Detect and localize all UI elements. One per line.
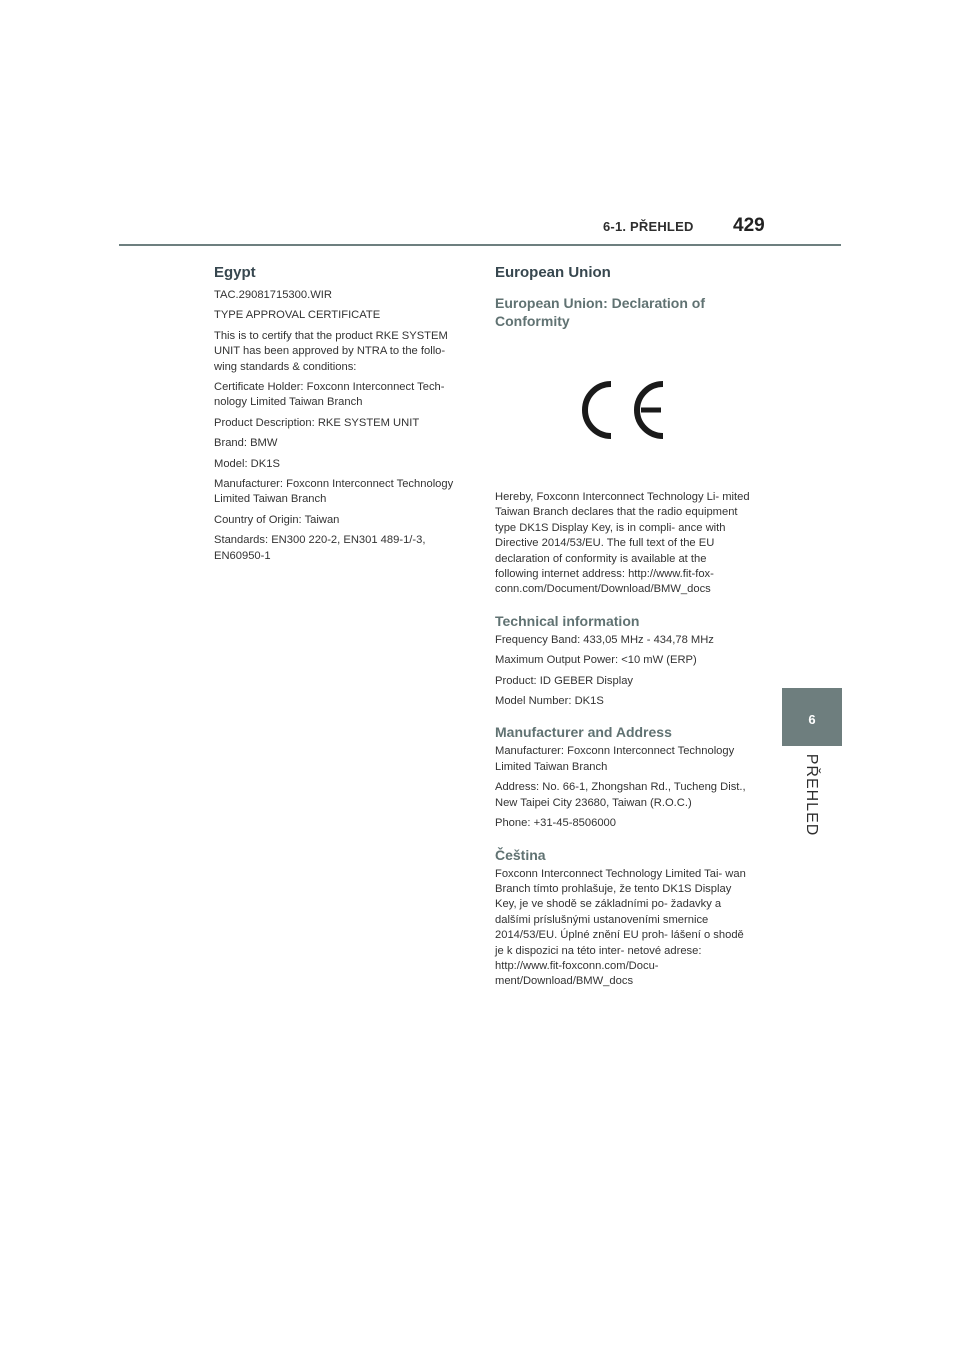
header-rule — [119, 244, 841, 246]
right-column — [495, 263, 751, 990]
declaration-text: Hereby, Foxconn Interconnect Technology Li- mited Taiwan Branch declares that the radio equipment type DK1S Display Key, is in compli- ance with Directive 2014/53/EU. The full text of the EU declaration of conformity is available at the following internet address: http://www.fit-fox- conn.com/Document/Download/BMW_docs — [495, 491, 750, 596]
manufacturer-heading: Manufacturer and Address — [495, 724, 672, 741]
manufacturer-name: Manufacturer: Foxconn Interconnect Technology Limited Taiwan Branch — [495, 745, 735, 773]
chapter-side-label: PŘEHLED — [803, 753, 820, 837]
certify-text: This is to certify that the product RKE SYSTEM UNIT has been approved by NTRA to the follo- wing standards & conditions: — [214, 329, 448, 373]
czech-heading: Čeština — [495, 846, 546, 863]
chapter-tab-number: 6 — [808, 712, 816, 727]
declaration-heading: European Union: Declaration of Conformity — [495, 295, 706, 329]
page-number: 429 — [733, 215, 765, 236]
certificate-holder: Certificate Holder: Foxconn Interconnect Tech- nology Limited Taiwan Branch — [214, 381, 445, 409]
tac-number: TAC.29081715300.WIR — [214, 289, 332, 301]
czech-text: Foxconn Interconnect Technology Limited Tai- wan Branch tímto prohlašuje, že tento DK1S Display Key, je ve shodě se základními po- žadavky a dalšími príslušnými ustanoveními smernice 2014/53/EU. Úplné znění EU proh- lášení o shodě je k dispozici na této inter- netové adrese: http://www.fit-foxconn.com/Docu- ment/Download/BMW_docs — [495, 867, 746, 988]
country-of-origin: Country of Origin: Taiwan — [214, 513, 340, 526]
eu-heading: European Union — [495, 264, 611, 281]
model-number: Model Number: DK1S — [495, 695, 604, 708]
manufacturer: Manufacturer: Foxconn Interconnect Technology Limited Taiwan Branch — [214, 478, 454, 506]
tech-heading: Technical information — [495, 612, 640, 629]
standards: Standards: EN300 220-2, EN301 489-1/-3, EN60950-1 — [214, 534, 426, 562]
left-column — [214, 263, 470, 564]
ce-mark-icon — [577, 378, 669, 442]
output-power: Maximum Output Power: <10 mW (ERP) — [495, 654, 697, 667]
brand: Brand: BMW — [214, 437, 278, 450]
product-description: Product Description: RKE SYSTEM UNIT — [214, 416, 420, 429]
chapter-tab — [782, 688, 842, 746]
certificate-title: TYPE APPROVAL CERTIFICATE — [214, 309, 381, 322]
model: Model: DK1S — [214, 457, 280, 470]
section-title: 6-1. PŘEHLED — [603, 219, 694, 234]
frequency-band: Frequency Band: 433,05 MHz - 434,78 MHz — [495, 633, 714, 646]
manufacturer-address: Address: No. 66-1, Zhongshan Rd., Tucheng Dist., New Taipei City 23680, Taiwan (R.O.C.) — [495, 781, 746, 809]
ce-mark — [495, 330, 751, 490]
egypt-heading: Egypt — [214, 264, 256, 281]
manufacturer-phone: Phone: +31-45-8506000 — [495, 817, 616, 830]
product-name: Product: ID GEBER Display — [495, 674, 634, 687]
